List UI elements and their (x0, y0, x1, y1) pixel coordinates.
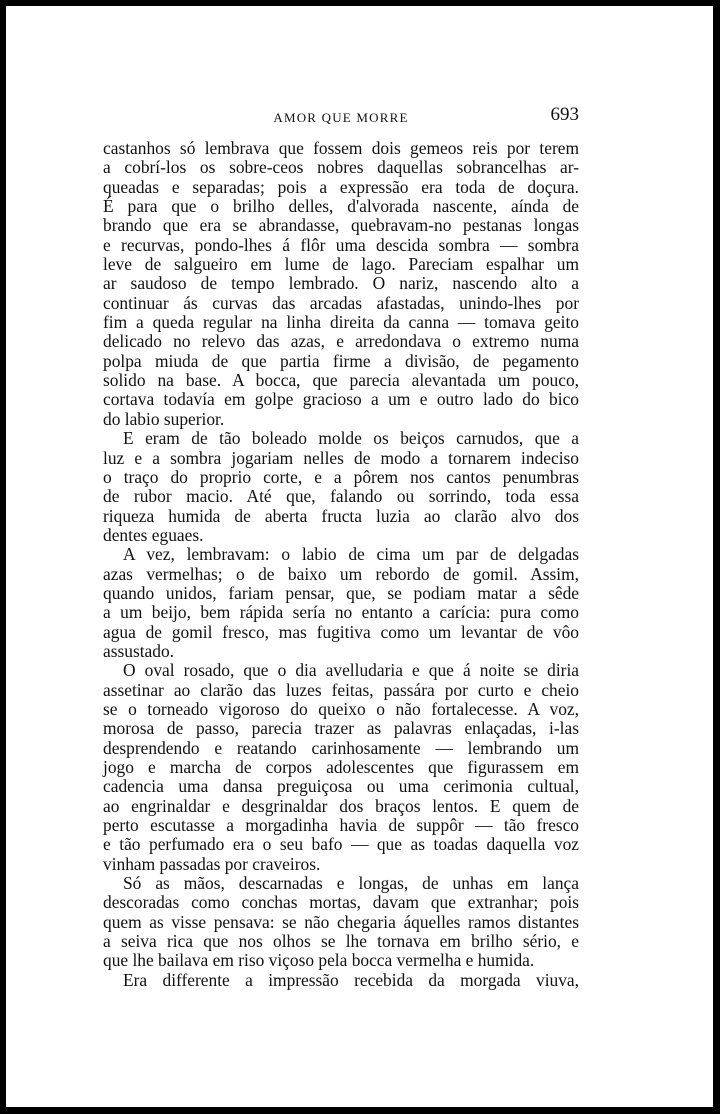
text-line: a um beijo, bem rápida sería no entanto a carícia: pura como (103, 602, 579, 623)
text-line: É para que o brilho delles, d'alvorada nascente, aínda de (103, 196, 579, 217)
text-line: e tão perfumado era o seu bafo — que as toadas daquella voz (103, 834, 579, 855)
text-line: ao engrinaldar e desgrinaldar dos braços lentos. E quem de (103, 795, 579, 816)
paragraph-end-line: dentes eguaes. (103, 524, 204, 545)
paragraph-start-line: A vez, lembravam: o labio de cima um par de delgadas (123, 544, 579, 565)
text-line: perto escutasse a morgadinha havia de suppôr — tão fresco (103, 815, 579, 836)
paragraph-start-line: Só as mãos, descarnadas e longas, de unhas em lança (123, 873, 579, 894)
text-line: riqueza humida de aberta fructa luzia ao clarão alvo dos (103, 505, 579, 526)
text-line: cadencia uma dansa preguiçosa ou uma cerimonia cultual, (103, 776, 579, 797)
text-line: delicado no relevo das azas, e arredondava o extremo numa (103, 331, 579, 352)
text-line: agua de gomil fresco, mas fugitiva como um levantar de vôo (103, 621, 579, 642)
text-line: polpa miuda de que partia firme a divisão, de pegamento (103, 350, 579, 371)
text-line: solido na base. A bocca, que parecia alevantada um pouco, (103, 370, 579, 391)
text-line: morosa de passo, parecia trazer as palavras enlaçadas, i-las (103, 718, 579, 739)
paragraph-start-line: E eram de tão boleado molde os beiços carnudos, que a (123, 428, 579, 449)
paragraph-end-line: assustado. (103, 640, 175, 661)
text-line: cortava todavía em golpe gracioso a um e outro lado do bico (103, 389, 579, 410)
text-line: luz e a sombra jogariam nelles de modo a tornarem indeciso (103, 447, 579, 468)
paragraph-end-line: vinham passadas por craveiros. (103, 853, 321, 874)
text-line: quando unidos, fariam pensar, que, se podiam matar a sêde (103, 582, 579, 603)
text-line: brando que era se abrandasse, quebravam-no pestanas longas (103, 215, 579, 236)
text-line: ar saudoso de tempo lembrado. O nariz, nascendo alto a (103, 273, 579, 294)
paragraph-start-line: O oval rosado, que o dia avelludaria e que á noite se diria (123, 660, 579, 681)
text-line: a seiva rica que nos olhos se lhe tornava em brilho sério, e (103, 931, 579, 952)
text-line: azas vermelhas; o de baixo um rebordo de gomil. Assim, (103, 563, 579, 584)
text-line: queadas e separadas; pois a expressão era toda de doçura. (103, 176, 579, 197)
text-line: castanhos só lembrava que fossem dois gemeos reis por terem (103, 138, 579, 158)
page-number: 693 (550, 104, 579, 125)
text-line: e recurvas, pondo-lhes á flôr uma descida sombra — sombra (103, 234, 579, 255)
running-title: AMOR QUE MORRE (273, 110, 409, 125)
text-line: assetinar ao clarão das luzes feitas, passára por curto e cheio (103, 679, 579, 700)
page-header (103, 104, 579, 130)
text-line: fim a queda regular na linha direita da canna — tomava geito (103, 312, 579, 333)
text-line: quem as visse pensava: se não chegaria áquelles ramos distantes (103, 911, 579, 932)
book-page (6, 6, 713, 1107)
text-line: o traço do proprio corte, e a pôrem nos cantos penumbras (103, 466, 579, 487)
body-text (103, 139, 579, 990)
text-line: continuar ás curvas das arcadas afastadas, unindo-lhes por (103, 292, 579, 313)
text-line: de rubor macio. Até que, falando ou sorrindo, toda essa (103, 486, 579, 507)
text-line: descoradas como conchas mortas, davam que extranhar; pois (103, 892, 579, 913)
paragraph-start-line: Era differente a impressão recebida da morgada viuva, (123, 969, 579, 990)
text-line: a cobrí-los os sobre-ceos nobres daquellas sobrancelhas ar- (103, 157, 579, 178)
text-line: jogo e marcha de corpos adolescentes que figurassem em (103, 757, 579, 777)
text-line: desprendendo e reatando carinhosamente — lembrando um (103, 737, 579, 758)
paragraph-end-line: que lhe bailava em riso viçoso pela bocca vermelha e humida. (103, 950, 535, 971)
text-line: leve de salgueiro em lume de lago. Pareciam espalhar um (103, 254, 579, 275)
paragraph-end-line: do labio superior. (103, 408, 225, 429)
text-line: se o torneado vigoroso do queixo o não fortalecesse. A voz, (103, 698, 579, 719)
